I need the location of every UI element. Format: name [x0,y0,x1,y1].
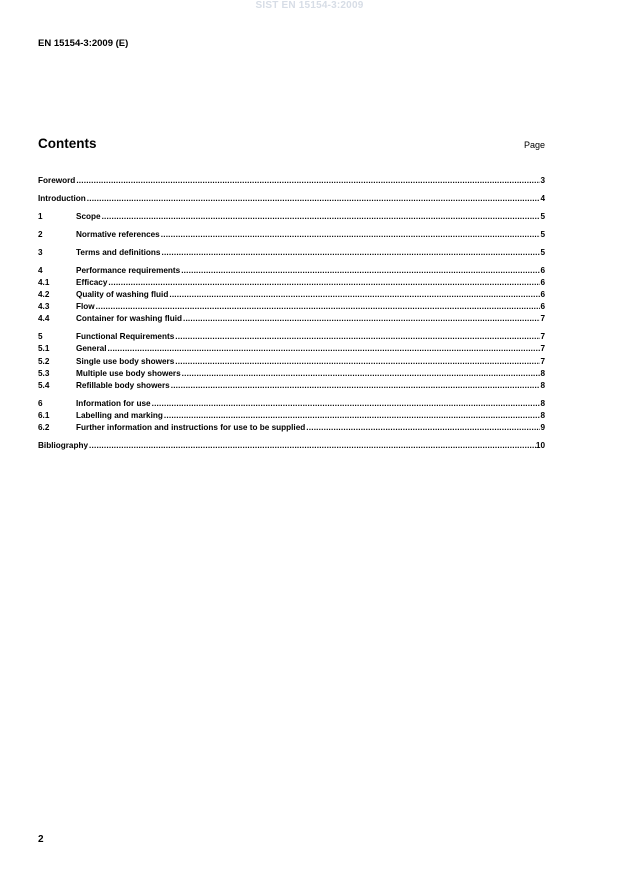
toc-entry-number: 3 [38,248,43,258]
table-of-contents [38,175,545,452]
dot-leader [101,211,541,223]
toc-entry-page: 7 [540,314,545,324]
toc-entry-page: 6 [540,266,545,276]
toc-entry-foreword[interactable] [38,175,545,187]
toc-entry-number: 4.4 [38,314,50,324]
toc-entry-title: Quality of washing fluid [76,290,169,300]
watermark: SIST EN 15154-3:2009 [255,0,364,11]
toc-entry-page: 7 [540,344,545,354]
toc-entry-title: Scope [76,212,101,222]
dot-leader [170,380,541,392]
toc-entry-number: 4.1 [38,278,50,288]
toc-entry-refillable-body-showers[interactable] [38,380,545,392]
toc-entry-number: 6 [38,398,43,408]
toc-entry-number: 4.2 [38,290,50,300]
toc-entry-functional-requirements[interactable] [38,331,545,343]
toc-entry-title: Container for washing fluid [76,314,182,324]
toc-entry-title: Efficacy [76,278,108,288]
toc-entry-page: 7 [540,332,545,342]
toc-entry-title: Terms and definitions [76,248,161,258]
toc-entry-title: Single use body showers [76,356,175,366]
dot-leader [160,247,540,259]
dot-leader [182,313,540,325]
toc-entry-further-information[interactable] [38,422,545,434]
toc-entry-page: 5 [540,230,545,240]
dot-leader [88,440,536,452]
toc-entry-single-use-body-showers[interactable] [38,355,545,367]
toc-entry-introduction[interactable] [38,193,545,205]
toc-entry-number: 2 [38,230,43,240]
toc-entry-title: Performance requirements [76,266,181,276]
toc-entry-labelling-and-marking[interactable] [38,410,545,422]
dot-leader [181,368,541,380]
toc-entry-page: 6 [540,302,545,312]
dot-leader [174,331,540,343]
toc-entry-flow[interactable] [38,301,545,313]
toc-entry-page: 6 [540,278,545,288]
toc-entry-number: 5.2 [38,356,50,366]
toc-entry-title: General [76,344,107,354]
toc-entry-number: 5 [38,332,43,342]
toc-entry-title: Bibliography [38,440,89,450]
toc-entry-information-for-use[interactable] [38,398,545,410]
toc-entry-number: 5.4 [38,380,50,390]
toc-entry-number: 4 [38,266,43,276]
toc-entry-container-for-washing-fluid[interactable] [38,313,545,325]
toc-entry-page: 7 [540,356,545,366]
dot-leader [107,277,540,289]
page-column-label: Page [523,140,545,150]
dot-leader [305,422,540,434]
toc-entry-page: 8 [540,410,545,420]
dot-leader [180,265,540,277]
toc-entry-bibliography[interactable] [38,440,545,452]
toc-entry-title: Information for use [76,398,151,408]
toc-entry-title: Flow [76,302,95,312]
dot-leader [168,289,540,301]
toc-entry-title: Foreword [38,176,76,186]
dot-leader [174,356,540,368]
toc-entry-page: 3 [540,176,545,186]
toc-entry-efficacy[interactable] [38,277,545,289]
toc-entry-multiple-use-body-showers[interactable] [38,368,545,380]
toc-entry-performance-requirements[interactable] [38,265,545,277]
toc-entry-number: 1 [38,212,43,222]
dot-leader [86,193,541,205]
toc-entry-number: 5.3 [38,368,50,378]
toc-entry-quality-of-washing-fluid[interactable] [38,289,545,301]
toc-entry-terms-and-definitions[interactable] [38,247,545,259]
toc-entry-scope[interactable] [38,211,545,223]
dot-leader [163,410,541,422]
toc-entry-number: 5.1 [38,344,50,354]
document-id: EN 15154-3:2009 (E) [38,38,129,49]
toc-entry-title: Labelling and marking [76,410,163,420]
toc-entry-title: Multiple use body showers [76,368,181,378]
toc-entry-title: Normative references [76,230,160,240]
toc-entry-number: 6.2 [38,422,50,432]
dot-leader [95,301,541,313]
page-number: 2 [38,834,44,845]
toc-entry-page: 9 [540,422,545,432]
toc-entry-page: 10 [535,440,545,450]
toc-entry-title: Functional Requirements [76,332,175,342]
toc-entry-page: 8 [540,380,545,390]
toc-entry-title: Refillable body showers [76,380,170,390]
toc-entry-page: 6 [540,290,545,300]
toc-entry-normative-references[interactable] [38,229,545,241]
dot-leader [160,229,541,241]
dot-leader [151,398,541,410]
toc-entry-number: 4.3 [38,302,50,312]
toc-entry-page: 8 [540,398,545,408]
toc-entry-title: Introduction [38,194,86,204]
toc-entry-page: 5 [540,212,545,222]
dot-leader [75,175,540,187]
contents-heading: Contents [38,136,97,151]
toc-entry-title: Further information and instructions for use to be supplied [76,422,306,432]
toc-entry-general[interactable] [38,343,545,355]
dot-leader [107,343,541,355]
toc-entry-page: 5 [540,248,545,258]
toc-entry-page: 4 [540,194,545,204]
toc-entry-page: 8 [540,368,545,378]
toc-entry-number: 6.1 [38,410,50,420]
